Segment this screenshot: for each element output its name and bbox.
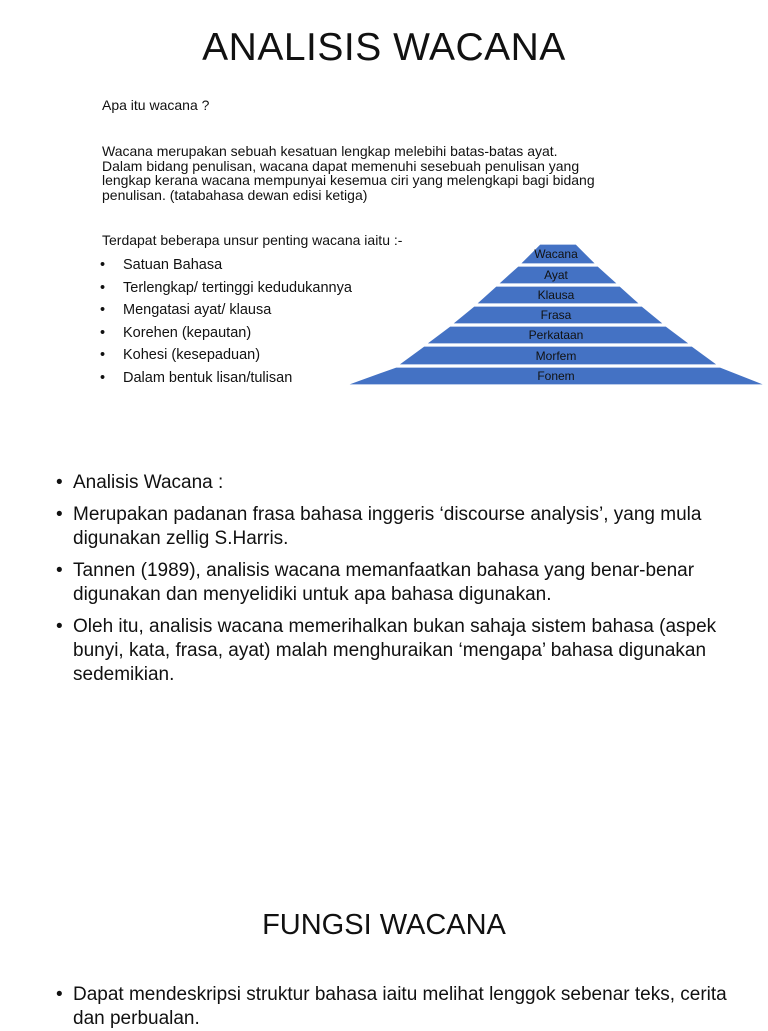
pyramid-level	[476, 286, 640, 304]
pyramid-level	[452, 306, 664, 324]
list-item	[56, 559, 746, 607]
bullet-icon: •	[56, 984, 63, 1005]
list-item	[56, 615, 746, 687]
analysis-points	[56, 471, 746, 695]
bullet-icon: •	[100, 347, 106, 364]
bullet-icon: •	[56, 616, 63, 637]
pyramid-level	[346, 367, 766, 385]
definition-line: Dalam bidang penulisan, wacana dapat memenuhi sesebuah penulisan yang	[102, 157, 580, 174]
pyramid-level-label: Morfem	[535, 349, 577, 363]
pyramid-level-label: Ayat	[544, 268, 568, 282]
slide1-title: ANALISIS WACANA	[202, 26, 566, 69]
list-item-label: Terlengkap/ tertinggi kedudukannya	[123, 279, 352, 296]
bullet-icon: •	[56, 472, 63, 493]
list-item	[56, 503, 746, 551]
list-item-label: Dalam bentuk lisan/tulisan	[123, 369, 293, 386]
list-item-label: Merupakan padanan frasa bahasa inggeris ‘discourse analysis’, yang mula digunakan zellig S.Harris.	[73, 504, 702, 549]
pyramid-level	[498, 266, 618, 284]
bullet-icon: •	[56, 504, 63, 525]
bullet-icon: •	[100, 257, 106, 273]
list-item-label: Oleh itu, analisis wacana memerihalkan bukan sahaja sistem bahasa (aspek bunyi, kata, frasa, ayat) malah menghuraikan ‘mengapa’ bahasa digunakan sedemikian.	[73, 616, 717, 685]
question-text: Apa itu wacana ?	[102, 97, 210, 113]
pyramid-level-label: Fonem	[537, 369, 575, 383]
bullet-icon: •	[100, 324, 106, 341]
pyramid-level	[426, 326, 690, 344]
pyramid-level-label: Frasa	[540, 308, 572, 322]
bullet-icon: •	[100, 369, 106, 386]
bullet-icon: •	[56, 560, 63, 581]
pyramid-level	[520, 244, 596, 264]
pyramid-level-label: Perkataan	[528, 328, 584, 342]
pyramid-level	[398, 346, 718, 365]
list-item-label: Tannen (1989), analisis wacana memanfaatkan bahasa yang benar-benar digunakan dan menyelidiki untuk apa bahasa digunakan.	[73, 560, 695, 605]
list-item	[56, 471, 746, 495]
slide2-title: FUNGSI WACANA	[262, 909, 506, 941]
wacana-pyramid	[0, 0, 768, 400]
definition-line: lengkap kerana wacana mempunyai kesemua ciri yang melengkapi bagi bidang	[102, 172, 595, 188]
list-item-label: Korehen (kepautan)	[123, 324, 252, 341]
list-item-label: Analisis Wacana :	[73, 472, 224, 493]
list-item-label: Kohesi (kesepaduan)	[123, 347, 261, 364]
list-item-label: Mengatasi ayat/ klausa	[123, 302, 272, 319]
definition-line: penulisan. (tatabahasa dewan edisi ketiga)	[102, 186, 368, 203]
definition-line: Wacana merupakan sebuah kesatuan lengkap melebihi batas-batas ayat.	[102, 143, 558, 159]
list-item-label: Satuan Bahasa	[123, 257, 223, 273]
bullet-icon: •	[100, 302, 106, 319]
pyramid-level-label: Wacana	[534, 247, 578, 261]
list-item-label: Dapat mendeskripsi struktur bahasa iaitu melihat lenggok sebenar teks, cerita dan perbualan.	[73, 984, 727, 1029]
bullet-icon: •	[100, 279, 106, 296]
unsur-intro: Terdapat beberapa unsur penting wacana iaitu :-	[102, 232, 403, 248]
pyramid-level-label: Klausa	[537, 288, 575, 302]
